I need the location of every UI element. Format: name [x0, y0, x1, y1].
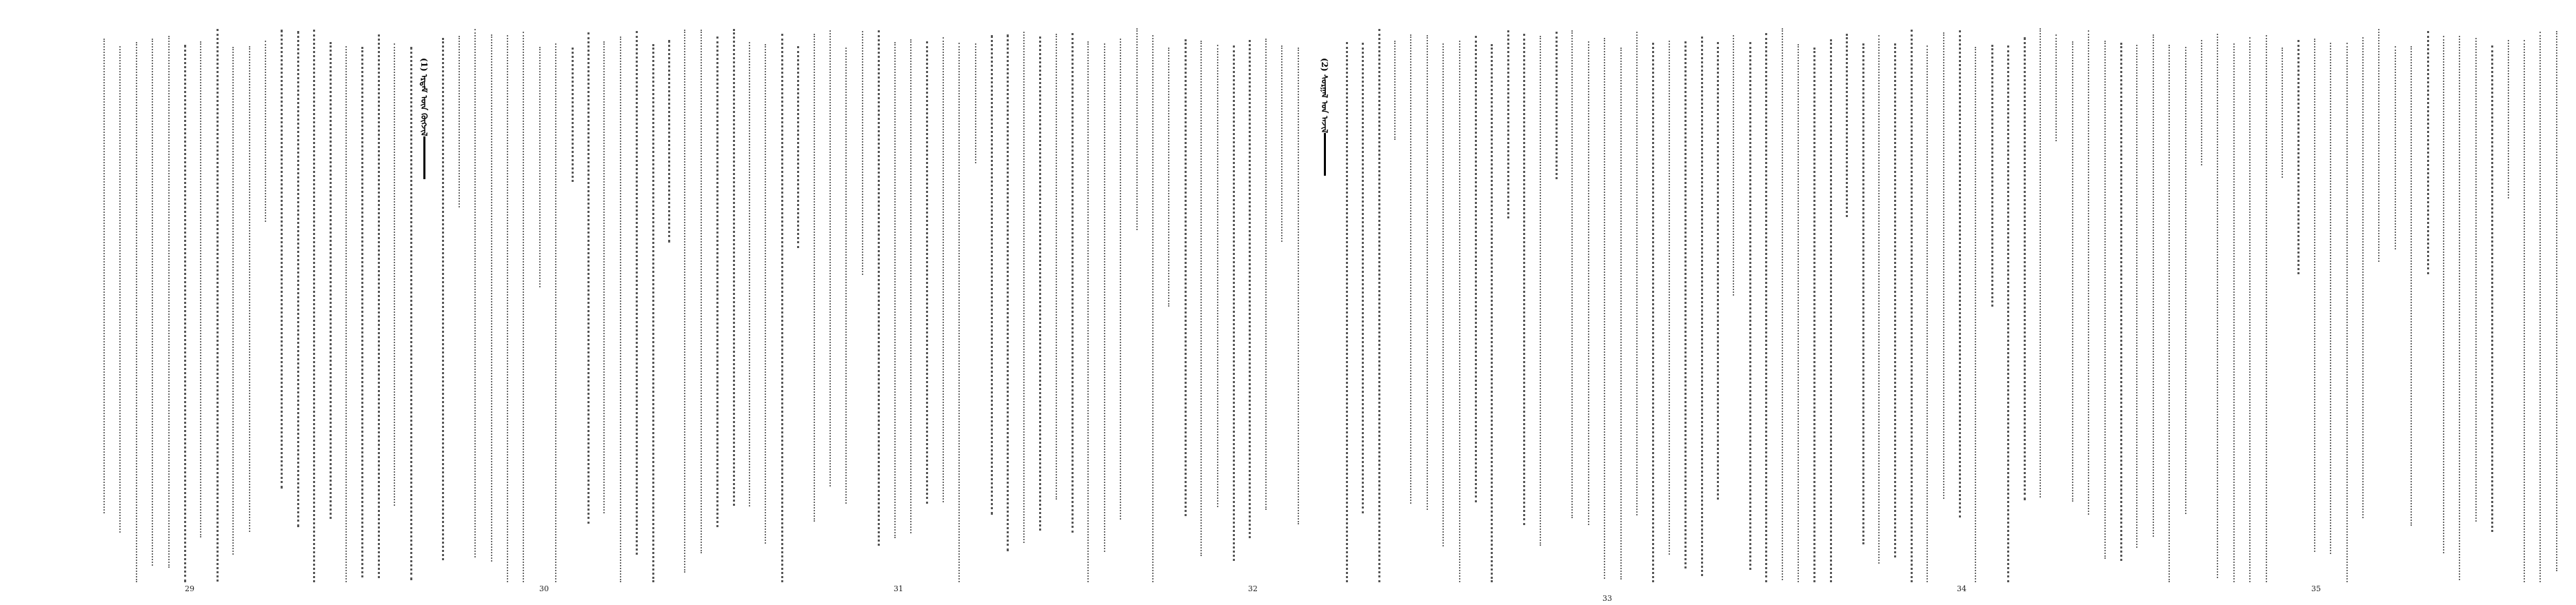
text-column	[1265, 39, 1274, 510]
text-column	[2508, 40, 2516, 198]
text-column	[1701, 37, 1710, 576]
page-number: 30	[539, 584, 549, 593]
text-column	[781, 34, 790, 582]
text-column	[1394, 41, 1402, 140]
page-number: 33	[1602, 594, 1612, 603]
text-column	[2153, 34, 2161, 537]
text-column	[361, 47, 370, 577]
text-column	[587, 32, 596, 524]
page-number: 35	[2311, 584, 2321, 593]
text-column	[943, 37, 951, 502]
text-column	[1588, 41, 1596, 525]
text-column	[2217, 34, 2225, 578]
section-heading: (2) ᠰᠤᠷᠭᠠᠯ ᠤᠨ ᠠᠵᠢᠯ	[1322, 58, 1332, 176]
text-column	[1120, 39, 1128, 520]
text-column	[716, 37, 725, 527]
text-column	[1491, 44, 1500, 582]
text-column	[910, 39, 918, 533]
text-column	[1765, 33, 1774, 582]
text-column	[491, 34, 499, 562]
text-column	[1975, 47, 1983, 582]
text-column	[1782, 28, 1790, 580]
text-column	[1152, 35, 1160, 582]
text-column	[991, 35, 1000, 515]
text-column	[1959, 30, 1968, 517]
text-column	[2443, 36, 2451, 553]
text-column	[1684, 41, 1693, 568]
text-column	[1943, 32, 1951, 499]
text-column	[474, 29, 483, 557]
text-column	[701, 30, 709, 553]
text-column	[2072, 41, 2080, 502]
text-column	[394, 43, 402, 506]
text-column	[2201, 40, 2209, 165]
text-column	[2475, 38, 2484, 522]
section-heading: (1) ᠡᠷᠳᠡᠮ ᠦᠨ ᠬᠥᠭᠵᠢᠯ	[422, 58, 432, 179]
text-column	[1604, 38, 1612, 579]
text-column	[1346, 42, 1355, 582]
text-column	[265, 41, 273, 222]
page-number: 29	[185, 584, 194, 593]
text-column	[1459, 41, 1467, 582]
text-column	[103, 39, 112, 513]
text-column	[765, 44, 773, 544]
text-column	[1620, 48, 1629, 580]
text-column	[330, 42, 339, 519]
text-column	[2346, 43, 2355, 582]
text-column	[1830, 39, 1839, 582]
text-column	[1071, 33, 1080, 533]
text-column	[1233, 45, 1242, 561]
text-column	[1571, 30, 1580, 518]
text-column	[797, 46, 806, 248]
text-column	[378, 34, 387, 578]
text-column	[1652, 43, 1661, 582]
text-column	[862, 31, 870, 275]
text-column	[1733, 35, 1741, 296]
text-column	[136, 42, 144, 582]
text-column	[1087, 41, 1096, 582]
text-column	[2169, 45, 2177, 582]
text-column	[313, 30, 322, 582]
text-column	[1104, 43, 1112, 552]
text-column	[1556, 32, 1564, 179]
text-column	[1878, 35, 1886, 564]
page-number: 31	[894, 584, 903, 593]
text-column	[442, 38, 451, 560]
text-column	[2249, 37, 2257, 582]
text-column	[1846, 34, 1855, 217]
text-column	[1798, 44, 1806, 582]
text-column	[2266, 35, 2274, 582]
text-column	[2233, 43, 2242, 582]
text-column	[814, 34, 822, 522]
text-column	[119, 46, 128, 533]
text-column	[281, 30, 290, 489]
text-column	[2297, 40, 2306, 274]
text-column	[2491, 45, 2500, 532]
text-column	[1217, 45, 1225, 507]
text-column	[459, 36, 467, 207]
text-column	[652, 44, 661, 582]
text-column	[1039, 37, 1048, 531]
text-column	[2024, 37, 2033, 500]
text-column	[684, 30, 692, 573]
text-column	[1362, 43, 1371, 513]
text-column	[958, 43, 967, 582]
text-column	[2040, 28, 2048, 498]
text-column	[249, 46, 257, 532]
text-column	[1911, 30, 1920, 582]
text-column	[2088, 30, 2096, 515]
text-column	[152, 39, 160, 566]
text-column	[1813, 48, 1822, 582]
text-column	[1427, 35, 1435, 510]
text-column	[555, 43, 563, 582]
text-column	[1168, 48, 1176, 307]
text-column	[1298, 48, 1306, 524]
text-column	[1442, 43, 1451, 546]
text-column	[749, 42, 757, 506]
text-column	[845, 48, 854, 504]
text-column	[2539, 32, 2548, 582]
text-column	[1749, 42, 1758, 570]
text-column	[1862, 43, 1871, 544]
text-column	[1185, 39, 1194, 516]
text-column	[2330, 43, 2338, 554]
text-column	[1926, 45, 1935, 582]
text-column	[2055, 34, 2064, 141]
text-column	[1523, 34, 1532, 525]
text-column	[668, 40, 677, 243]
text-column	[217, 29, 225, 582]
text-column	[2185, 47, 2193, 514]
text-column	[829, 30, 838, 486]
text-column	[168, 36, 177, 568]
text-column	[1056, 34, 1064, 500]
text-column	[733, 29, 742, 506]
text-column	[1991, 45, 2000, 307]
text-column	[2395, 46, 2403, 249]
text-column	[523, 32, 531, 582]
text-column	[894, 42, 903, 538]
text-column	[2411, 46, 2419, 526]
text-column	[1200, 41, 1209, 556]
text-column	[507, 35, 515, 582]
text-column	[926, 41, 935, 504]
text-column	[1007, 34, 1016, 551]
page-number: 32	[1248, 584, 1258, 593]
text-column	[620, 37, 628, 582]
text-column	[2556, 31, 2564, 571]
text-column	[2362, 37, 2371, 518]
text-column	[1636, 32, 1644, 515]
text-column	[1023, 32, 1032, 543]
text-column	[1669, 41, 1677, 555]
text-column	[2459, 36, 2467, 580]
text-column	[2104, 41, 2113, 559]
text-column	[603, 41, 612, 513]
text-column	[1281, 45, 1289, 242]
text-column	[2427, 31, 2436, 274]
text-column	[2524, 40, 2532, 582]
text-column	[878, 30, 887, 546]
text-column	[345, 46, 354, 582]
text-column	[975, 43, 983, 163]
text-column	[2378, 29, 2386, 262]
text-column	[1507, 30, 1516, 218]
text-column	[1717, 42, 1726, 500]
text-column	[572, 48, 581, 182]
text-column	[1136, 28, 1145, 230]
text-column	[200, 41, 208, 537]
text-column	[1475, 36, 1484, 502]
page-number: 34	[1957, 584, 1966, 593]
text-column	[636, 31, 645, 555]
text-column	[2120, 43, 2129, 561]
text-column	[2007, 45, 2016, 582]
text-column	[2136, 45, 2144, 548]
text-column	[1410, 34, 1418, 504]
text-column	[2314, 39, 2322, 552]
text-column	[297, 31, 306, 527]
text-column	[1378, 29, 1387, 582]
text-column	[184, 45, 193, 582]
text-column	[2282, 48, 2290, 178]
text-column	[1540, 36, 1548, 546]
text-column	[232, 47, 241, 555]
text-column	[1894, 43, 1903, 557]
text-column	[1249, 40, 1258, 538]
text-column	[539, 47, 547, 287]
